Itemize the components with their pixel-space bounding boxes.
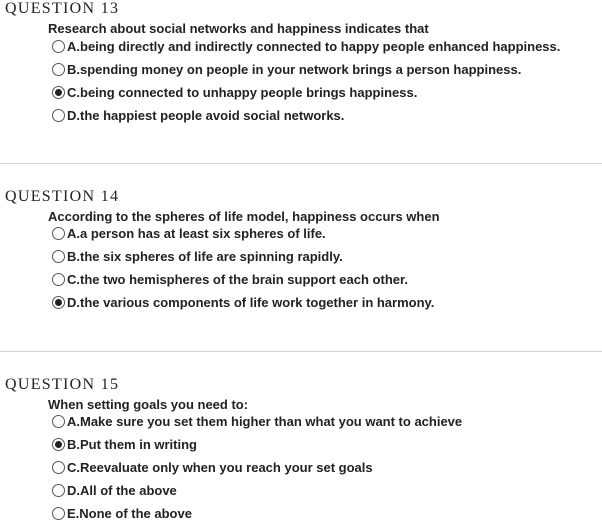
option-label: B.the six spheres of life are spinning rapidly. xyxy=(67,248,343,264)
question-text: Research about social networks and happiness indicates that xyxy=(48,21,429,36)
option-d[interactable] xyxy=(52,481,177,499)
radio-checked-icon[interactable] xyxy=(52,438,65,451)
radio-unchecked-icon[interactable] xyxy=(52,227,65,240)
radio-unchecked-icon[interactable] xyxy=(52,63,65,76)
question-text: When setting goals you need to: xyxy=(48,397,249,412)
section-divider xyxy=(0,351,602,352)
option-label: C.the two hemispheres of the brain support each other. xyxy=(67,271,408,287)
option-label: C.Reevaluate only when you reach your set goals xyxy=(67,459,373,475)
option-label: B.Put them in writing xyxy=(67,436,197,452)
option-label: A.Make sure you set them higher than what you want to achieve xyxy=(67,413,463,429)
radio-unchecked-icon[interactable] xyxy=(52,40,65,53)
option-c[interactable] xyxy=(52,270,408,288)
option-b[interactable] xyxy=(52,247,343,265)
option-label: B.spending money on people in your network brings a person happiness. xyxy=(67,61,522,77)
option-b[interactable] xyxy=(52,435,197,453)
radio-unchecked-icon[interactable] xyxy=(52,109,65,122)
option-d[interactable] xyxy=(52,106,344,124)
option-d[interactable] xyxy=(52,293,434,311)
option-label: D.the happiest people avoid social networks. xyxy=(67,107,345,123)
question-title: QUESTION 15 xyxy=(5,376,120,393)
radio-unchecked-icon[interactable] xyxy=(52,461,65,474)
radio-unchecked-icon[interactable] xyxy=(52,507,65,520)
radio-checked-icon[interactable] xyxy=(52,86,65,99)
question-title: QUESTION 14 xyxy=(5,188,120,205)
option-c[interactable] xyxy=(52,83,417,101)
question-title: QUESTION 13 xyxy=(5,0,120,17)
option-a[interactable] xyxy=(52,37,560,55)
radio-checked-icon[interactable] xyxy=(52,296,65,309)
radio-unchecked-icon[interactable] xyxy=(52,273,65,286)
option-label: E.None of the above xyxy=(67,505,192,521)
radio-unchecked-icon[interactable] xyxy=(52,250,65,263)
option-b[interactable] xyxy=(52,60,521,78)
option-e[interactable] xyxy=(52,504,192,522)
option-label: D.the various components of life work together in harmony. xyxy=(67,294,435,310)
radio-unchecked-icon[interactable] xyxy=(52,415,65,428)
section-divider xyxy=(0,163,602,164)
option-label: A.a person has at least six spheres of life. xyxy=(67,225,326,241)
question-text: According to the spheres of life model, happiness occurs when xyxy=(48,209,440,224)
option-c[interactable] xyxy=(52,458,373,476)
option-label: C.being connected to unhappy people brings happiness. xyxy=(67,84,418,100)
option-label: A.being directly and indirectly connected to happy people enhanced happiness. xyxy=(67,38,561,54)
radio-unchecked-icon[interactable] xyxy=(52,484,65,497)
option-a[interactable] xyxy=(52,412,462,430)
option-label: D.All of the above xyxy=(67,482,177,498)
option-a[interactable] xyxy=(52,224,326,242)
